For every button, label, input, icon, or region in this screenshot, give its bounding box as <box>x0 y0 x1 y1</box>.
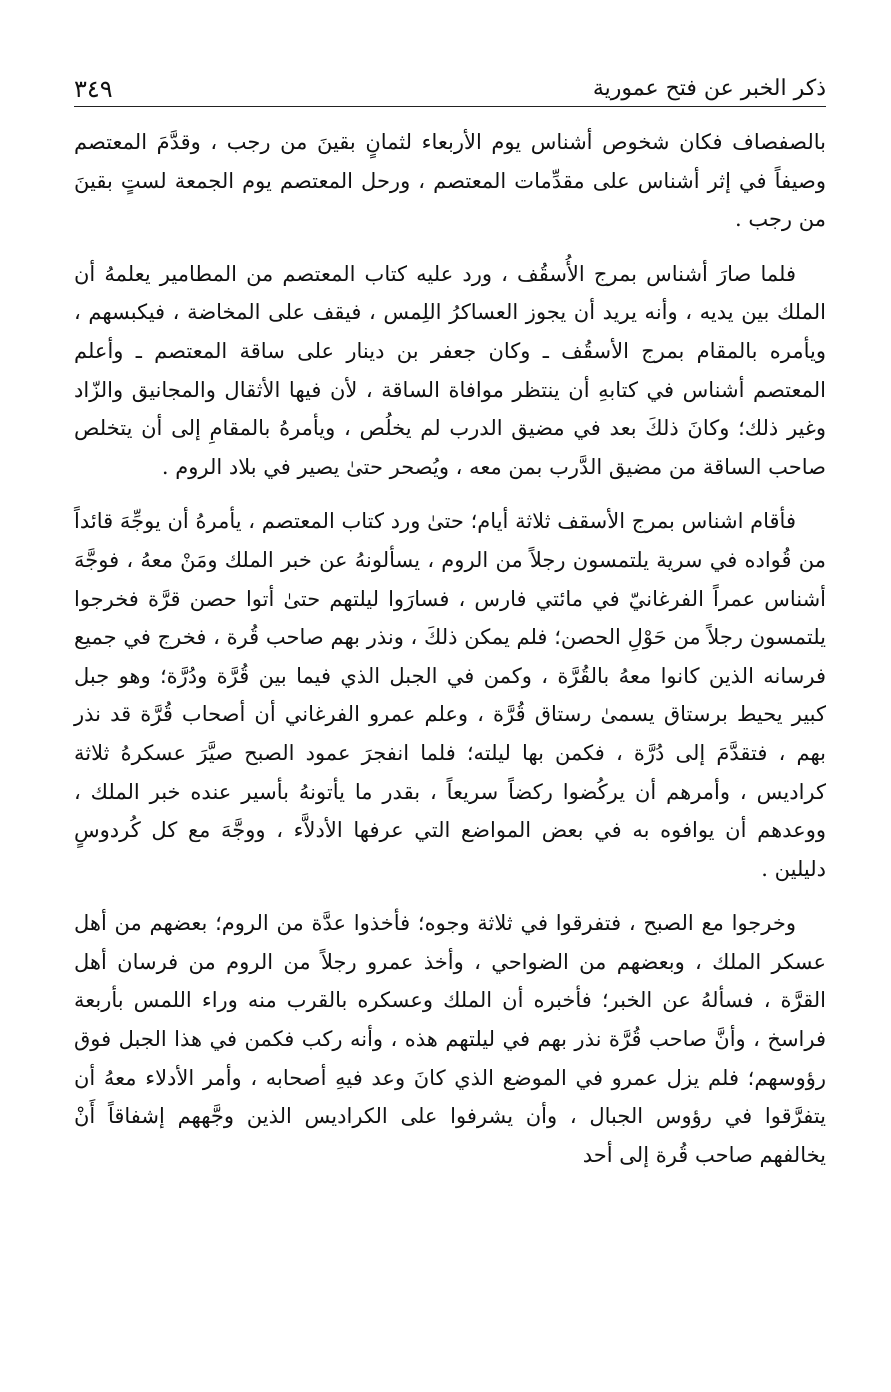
paragraph: وخرجوا مع الصبح ، فتفرقوا في ثلاثة وجوه؛ فأخذوا عدَّة من الروم؛ بعضهم من أهل عسكر الملك ، وبعضهم من الضواحي ، وأخذ عمرو رجلاً من الروم من فرسان أهل القرَّة ، فسألهُ عن الخبر؛ فأخبره أن الملك وعسكره بالقرب منه وراء اللمس بأربعة فراسخ ، وأنَّ صاحب قُرَّة نذر بهم في ليلتهم هذه ، وأنه ركب فكمن في هذا الجبل فوق رؤوسهم؛ فلم يزل عمرو في الموضع الذي كانَ وعد فيهِ أصحابه ، وأمر الأدلاء معهُ أن يتفرَّقوا في رؤوس الجبال ، وأن يشرفوا على الكراديس الذين وجَّههم إشفاقاً أَنْ يخالفهم صاحب قُرة إلى أحد <box>74 911 826 1167</box>
body-text <box>74 123 826 1174</box>
page-header <box>74 72 826 107</box>
page-number: ٣٤٩ <box>74 75 113 103</box>
paragraph: فأقام اشناس بمرج الأسقف ثلاثة أيام؛ حتىٰ ورد كتاب المعتصم ، يأمرهُ أن يوجِّهَ قائداً من قُواده في سرية يلتمسون رجلاً من الروم ، يسألونهُ عن خبر الملك ومَنْ معهُ ، فوجَّهَ أشناس عمراً الفرغانيّ في مائتي فارس ، فسارَوا ليلتهم حتىٰ أتوا حصن قرَّة فخرجوا يلتمسون رجلاً من حَوْلِ الحصن؛ فلم يمكن ذلكَ ، ونذر بهم صاحب قُرة ، فخرج في جميع فرسانه الذين كانوا معهُ بالقُرَّة ، وكمن في الجبل الذي فيما بين قُرَّة ودُرَّة؛ وهو جبل كبير يحيط برستاق يسمىٰ رستاق قُرَّة ، وعلم عمرو الفرغاني أن أصحاب قُرَّة قد نذر بهم ، فتقدَّمَ إلى دُرَّة ، فكمن بها ليلته؛ فلما انفجرَ عمود الصبح صيَّرَ عسكرهُ ثلاثة كراديس ، وأمرهم أن يركُضوا ركضاً سريعاً ، بقدر ما يأتونهُ بأسير عنده خبر الملك ، ووعدهم أن يوافوه به في بعض المواضع التي عرفها الأدلاَّء ، ووجَّهَ مع كل كُردوسٍ دليلين . <box>74 509 827 881</box>
paragraph: فلما صارَ أشناس بمرج الأُسقُف ، ورد عليه كتاب المعتصم من المطامير يعلمهُ أن الملك بين يديه ، وأنه يريد أن يجوز العساكرُ اللِمس ، فيقف على المخاضة ، فيكبسهم ، ويأمره بالمقام بمرج الأسقُف ـ وكان جعفر بن دينار على ساقة المعتصم ـ وأعلم المعتصم أشناس في كتابهِ أن ينتظر موافاة الساقة ، لأن فيها الأثقال والمجانيق والزّاد وغير ذلك؛ وكانَ ذلكَ بعد في مضيق الدرب لم يخلُص ، ويأمرهُ بالمقامِ إلى أن يتخلص صاحب الساقة من مضيق الدَّرب بمن معه ، ويُصحر حتىٰ يصير في بلاد الروم . <box>74 261 826 479</box>
running-title: ذكر الخبر عن فتح عمورية <box>592 76 826 101</box>
paragraph: بالصفصاف فكان شخوص أشناس يوم الأربعاء لثمانٍ بقينَ من رجب ، وقدَّمَ المعتصم وصيفاً في إثر أشناس على مقدِّمات المعتصم ، ورحل المعتصم يوم الجمعة لستٍ بقينَ من رجب . <box>74 130 826 232</box>
document-page <box>74 72 826 1190</box>
